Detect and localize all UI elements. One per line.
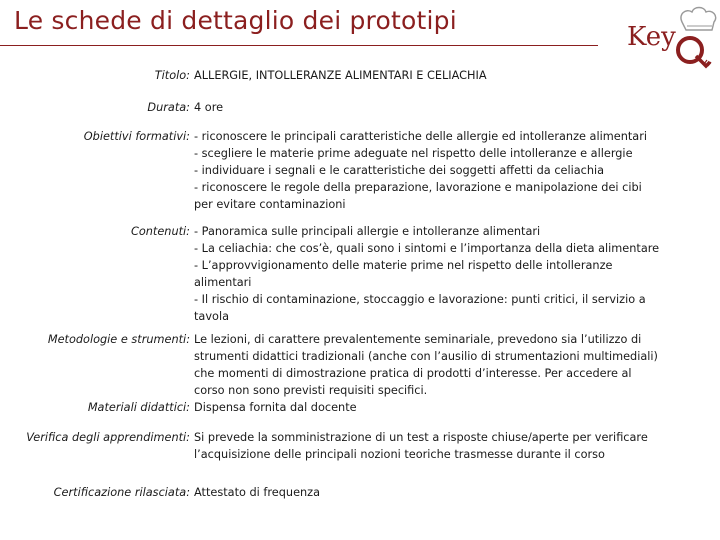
field-value: 4 ore [194, 101, 224, 114]
field-line: strumenti didattici tradizionali (anche con l’ausilio di strumentazioni multimediali) [194, 350, 658, 363]
field-line: tavola [194, 310, 230, 323]
field-line: - L’approvvigionamento delle materie prime nel rispetto delle intolleranze [194, 259, 613, 272]
field-line: - scegliere le materie prime adeguate nel rispetto delle intolleranze e allergie [194, 147, 633, 160]
field-line: - riconoscere le principali caratteristiche delle allergie ed intolleranze alimentari [194, 130, 648, 143]
field-line: che momenti di dimostrazione pratica di prodotti d’interesse. Per accedere al [194, 367, 632, 380]
field-line: - La celiachia: che cos’è, quali sono i sintomi e l’importanza della dieta alimentare [194, 242, 660, 255]
field-line: - riconoscere le regole della preparazione, lavorazione e manipolazione dei cibi [194, 181, 642, 194]
field-line: per evitare contaminazioni [194, 198, 346, 211]
logo-text: Key [627, 22, 676, 52]
field-label: Titolo: [154, 69, 190, 82]
field-label: Materiali didattici: [87, 401, 190, 414]
page-title: Le schede di dettaglio dei prototipi [14, 6, 457, 35]
field-line: Si prevede la somministrazione di un test a risposte chiuse/aperte per verificare [194, 431, 648, 444]
field-line: Le lezioni, di carattere prevalentemente seminariale, prevedono sia l’utilizzo di [194, 333, 642, 346]
field-label: Certificazione rilasciata: [53, 486, 190, 499]
field-line: corso non sono previsti requisiti specifici. [194, 384, 428, 397]
field-label: Contenuti: [130, 225, 190, 238]
keyq-logo [620, 4, 720, 74]
field-line: - Panoramica sulle principali allergie e intolleranze alimentari [194, 225, 541, 238]
field-label: Obiettivi formativi: [83, 130, 190, 143]
field-value: Attestato di frequenza [194, 486, 321, 499]
field-label: Metodologie e strumenti: [47, 333, 190, 346]
field-line: - Il rischio di contaminazione, stoccaggio e lavorazione: punti critici, il servizio a [194, 293, 646, 306]
field-label: Durata: [147, 101, 190, 114]
field-line: - individuare i segnali e le caratteristiche dei soggetti affetti da celiachia [194, 164, 605, 177]
field-label: Verifica degli apprendimenti: [26, 431, 190, 444]
field-line: l’acquisizione delle principali nozioni teoriche trasmesse durante il corso [194, 448, 605, 461]
field-line: alimentari [194, 276, 252, 289]
field-value: ALLERGIE, INTOLLERANZE ALIMENTARI E CELIACHIA [194, 69, 487, 82]
title-divider [0, 45, 598, 46]
field-value: Dispensa fornita dal docente [194, 401, 357, 414]
